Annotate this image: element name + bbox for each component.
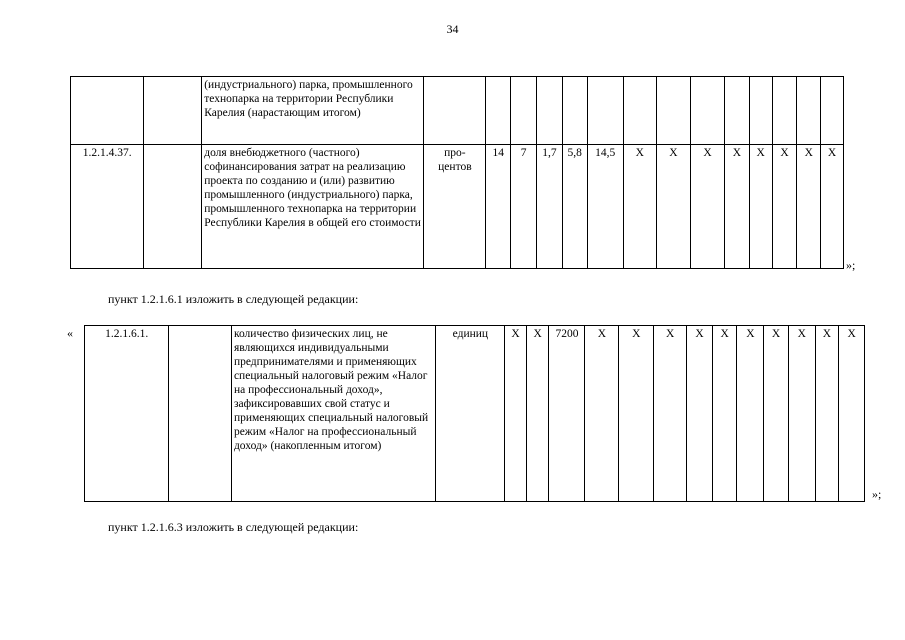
- value-cell: Х: [749, 145, 772, 269]
- value-cell: 14,5: [587, 145, 623, 269]
- indicators-table-2: [84, 325, 865, 502]
- value-cell: Х: [585, 326, 619, 502]
- indicator-text: количество физических лиц, не являющихся индивидуальными предпринимателями и применяющих специальный налоговый режим «Налог на профессиональный доход», зафиксировавших свой статус и применяющих специальный налоговый режим «Налог на профессиональный доход» (накопленным итогом): [231, 326, 436, 502]
- value-cell: Х: [815, 326, 839, 502]
- value-cell: Х: [654, 326, 687, 502]
- value-cell: 14: [486, 145, 511, 269]
- indicator-text: доля внебюджетного (частного) софинансирования затрат на реализацию проекта по созданию и (или) развитию промышленного (индустриального) парка, промышленного технопарка на территории Республики Карелия в общей его стоимости: [202, 145, 424, 269]
- value-cell: Х: [821, 145, 844, 269]
- value-cell: Х: [687, 326, 713, 502]
- value-cell: Х: [623, 145, 656, 269]
- row-number: 1.2.1.4.37.: [71, 145, 144, 269]
- value-cell: Х: [656, 145, 690, 269]
- indicator-text: (индустриального) парка, промышленного технопарка на территории Республики Карелия (нарастающим итогом): [202, 77, 424, 145]
- value-cell: Х: [526, 326, 549, 502]
- value-cell: 7: [511, 145, 537, 269]
- value-cell: Х: [712, 326, 737, 502]
- value-cell: Х: [839, 326, 865, 502]
- value-cell: Х: [505, 326, 527, 502]
- value-cell: Х: [797, 145, 821, 269]
- table-row: [71, 77, 844, 145]
- table-row: [71, 145, 844, 269]
- paragraph-text: пункт 1.2.1.6.1 изложить в следующей редакции:: [108, 292, 359, 306]
- value-cell: Х: [788, 326, 815, 502]
- closing-quote-mark: »;: [872, 487, 882, 501]
- table-row: [85, 326, 865, 502]
- value-cell: Х: [690, 145, 724, 269]
- value-cell: Х: [764, 326, 789, 502]
- value-cell: 7200: [549, 326, 585, 502]
- opening-quote-mark: «: [67, 326, 73, 340]
- value-cell: Х: [619, 326, 654, 502]
- indicators-table-1: [70, 76, 844, 269]
- page-number: 34: [446, 22, 459, 36]
- unit-cell: единиц: [436, 326, 505, 502]
- value-cell: Х: [725, 145, 750, 269]
- row-number: 1.2.1.6.1.: [85, 326, 169, 502]
- value-cell: Х: [737, 326, 764, 502]
- value-cell: 5,8: [562, 145, 587, 269]
- unit-cell: про-центов: [424, 145, 486, 269]
- paragraph-text: пункт 1.2.1.6.3 изложить в следующей редакции:: [108, 520, 359, 534]
- value-cell: Х: [772, 145, 797, 269]
- closing-quote-mark: »;: [846, 258, 856, 272]
- value-cell: 1,7: [537, 145, 563, 269]
